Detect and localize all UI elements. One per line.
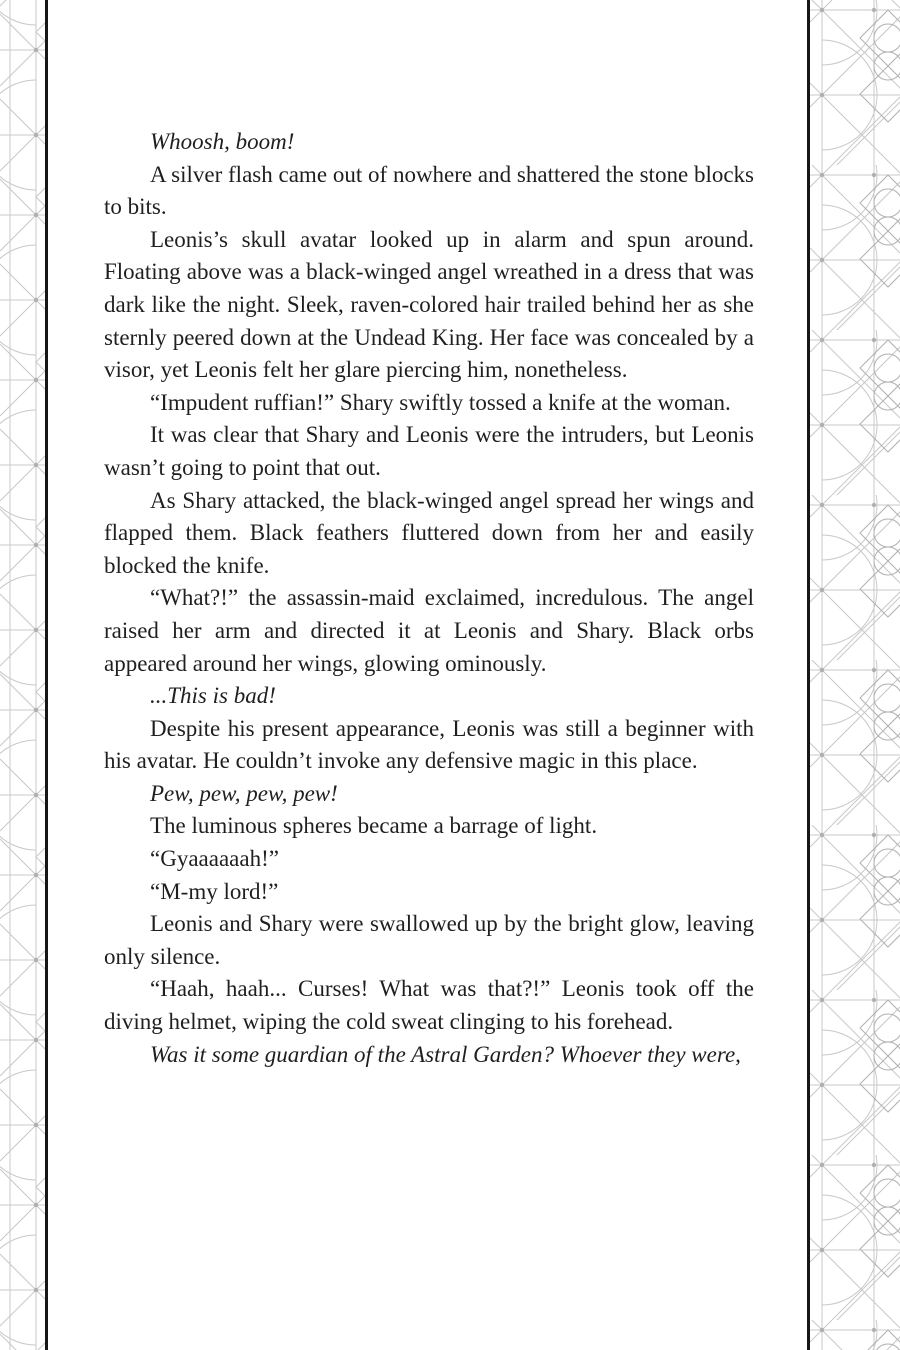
paragraph: “Impudent ruffian!” Shary swiftly tossed a knife at the woman. [150, 389, 731, 415]
left-border-pattern [0, 0, 45, 1350]
paragraph: “Gyaaaaaah!” [150, 846, 279, 872]
paragraph: Whoosh, boom! [150, 129, 295, 154]
paragraph: The luminous spheres became a barrage of light. [150, 813, 598, 839]
paragraph: “Haah, haah... Curses! What was that?!” Leonis took off the diving helmet, wiping the cold sweat clinging to his forehead. [104, 976, 754, 1035]
paragraph: “M-my lord!” [150, 878, 279, 904]
right-border-pattern [810, 0, 900, 1350]
paragraph: “What?!” the assassin-maid exclaimed, incredulous. The angel raised her arm and directed it at Leonis and Shary. Black orbs appeared around her wings, glowing ominously. [104, 585, 754, 676]
paragraph: A silver flash came out of nowhere and shattered the stone blocks to bits. [104, 161, 754, 220]
paragraph: Leonis and Shary were swallowed up by the bright glow, leaving only silence. [104, 911, 754, 969]
paragraph: Pew, pew, pew, pew! [150, 780, 338, 806]
paragraph: ...This is bad! [150, 683, 276, 709]
left-page-rule [45, 0, 48, 1350]
paragraph: Leonis’s skull avatar looked up in alarm and spun around. Floating above was a black-winged angel wreathed in a dress that was dark like the night. Sleek, raven-colored hair trailed behind her as she sternly peered down at the Undead King. Her face was concealed by a visor, yet Leonis felt her glare piercing him, nonetheless. [104, 226, 754, 383]
paragraph: It was clear that Shary and Leonis were the intruders, but Leonis wasn’t going to point that out. [104, 422, 754, 480]
paragraph: Was it some guardian of the Astral Garden? Whoever they were, [150, 1041, 741, 1067]
text-column [104, 126, 754, 1071]
paragraph: As Shary attacked, the black-winged angel spread her wings and flapped them. Black feathers fluttered down from her and easily blocked the knife. [104, 487, 754, 578]
paragraph: Despite his present appearance, Leonis was still a beginner with his avatar. He couldn’t invoke any defensive magic in this place. [104, 715, 754, 774]
